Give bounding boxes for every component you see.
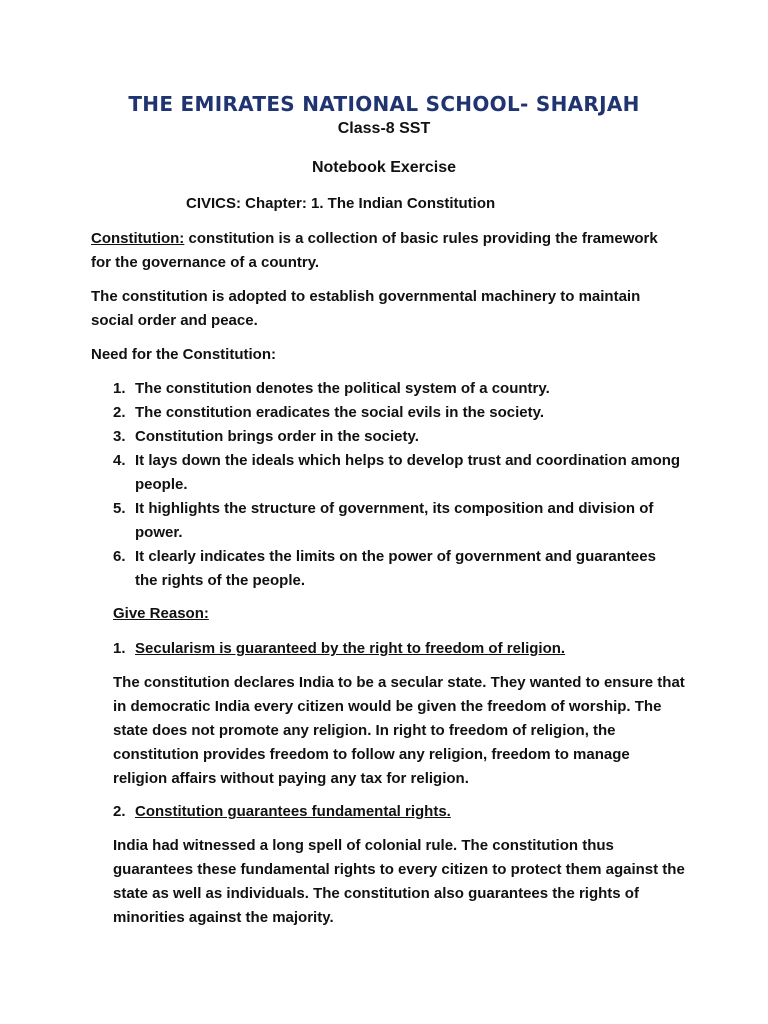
- reason-heading-2: 2. Constitution guarantees fundamental rights.: [113, 803, 451, 820]
- list-item: 5. It highlights the structure of government, its composition and division of power.: [113, 500, 654, 541]
- need-heading: Need for the Constitution:: [91, 346, 276, 363]
- exercise-title: Notebook Exercise: [311, 159, 457, 176]
- list-item: 4. It lays down the ideals which helps to develop trust and coordination among people.: [113, 452, 681, 493]
- list-item: 1. The constitution denotes the political system of a country.: [113, 380, 550, 397]
- need-list: [91, 377, 681, 593]
- reason-heading-1: 1. Secularism is guaranteed by the right to freedom of religion.: [113, 640, 566, 657]
- definition-term: Constitution:: [91, 230, 185, 247]
- list-item: 2. The constitution eradicates the social evils in the society.: [113, 404, 545, 421]
- class-subtitle: Class-8 SST: [337, 120, 431, 137]
- list-item: 3. Constitution brings order in the society.: [113, 428, 419, 445]
- give-reason-heading: Give Reason:: [113, 605, 209, 622]
- list-item: 6. It clearly indicates the limits on the power of government and guarantees the rights of the people.: [113, 548, 656, 589]
- reason-answer-1: The constitution declares India to be a secular state. They wanted to ensure that in democratic India every citizen would be given the freedom of worship. The state does not promote any religion. In right to freedom of religion, the constitution provides freedom to follow any religion, freedom to manage religion affairs without paying any tax for religion.: [113, 674, 685, 787]
- definition-text: constitution is a collection of basic rules providing the framework for the governance of a country.: [91, 230, 658, 271]
- purpose-paragraph: The constitution is adopted to establish governmental machinery to maintain social order and peace.: [91, 288, 641, 329]
- school-title: THE EMIRATES NATIONAL SCHOOL- SHARJAH: [128, 92, 640, 116]
- chapter-heading: CIVICS: Chapter: 1. The Indian Constitution: [186, 195, 496, 212]
- definition-paragraph: [91, 227, 681, 275]
- reason-answer-2: India had witnessed a long spell of colonial rule. The constitution thus guarantees these fundamental rights to every citizen to protect them against the state as well as individuals. The constitution also guarantees the rights of minorities against the majority.: [113, 837, 685, 926]
